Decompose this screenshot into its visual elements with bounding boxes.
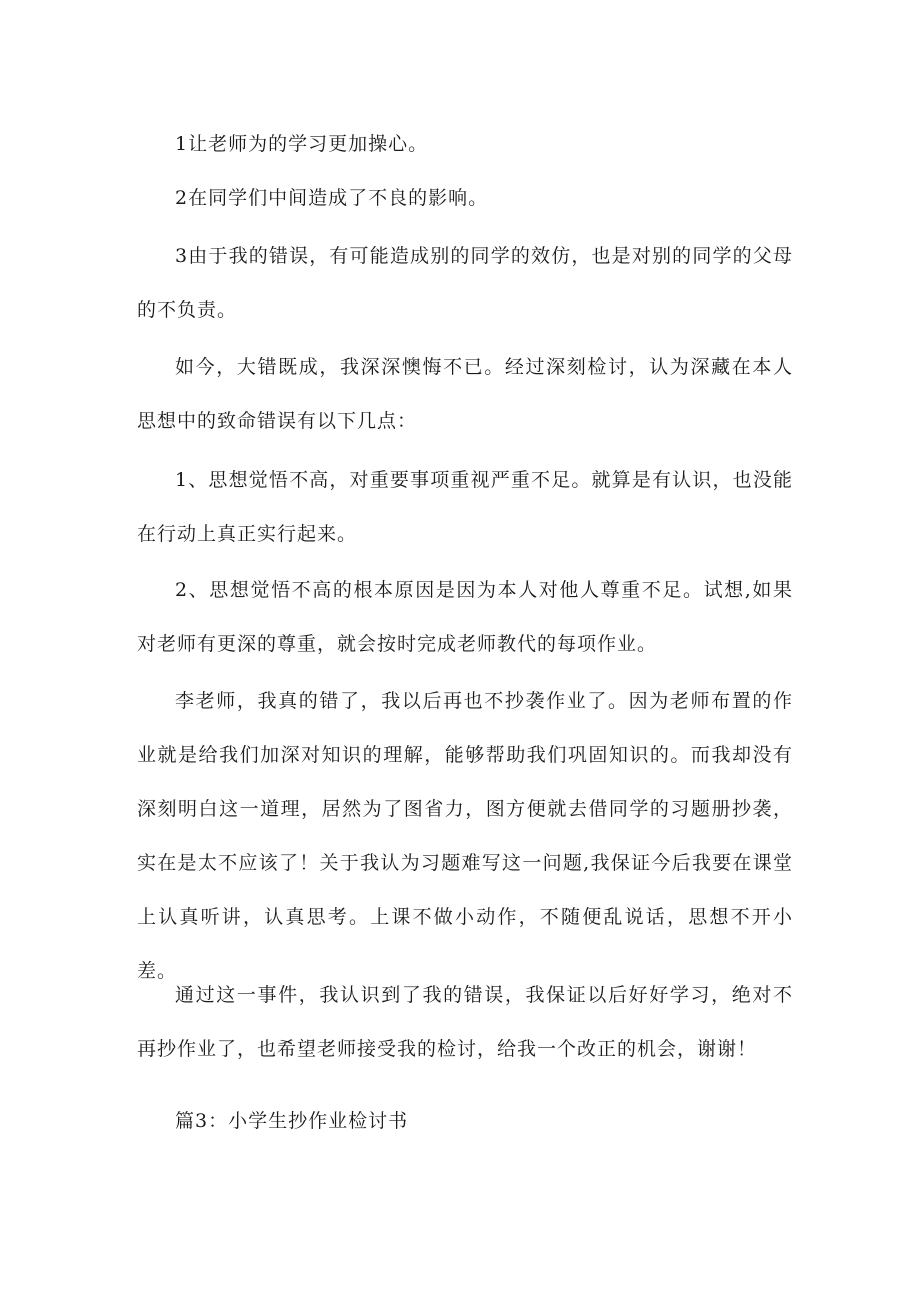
paragraph-4: 如今，大错既成，我深深懊悔不已。经过深刻检讨，认为深藏在本人思想中的致命错误有以下几点： xyxy=(137,356,793,432)
section-heading: 篇3：小学生抄作业检讨书 xyxy=(175,1110,409,1132)
paragraph-6: 2、思想觉悟不高的根本原因是因为本人对他人尊重不足。试想,如果对老师有更深的尊重，就会按时完成老师教代的每项作业。 xyxy=(137,579,793,655)
paragraph-5: 1、思想觉悟不高，对重要事项重视严重不足。就算是有认识，也没能在行动上真正实行起来。 xyxy=(137,469,793,545)
paragraph-2: 2在同学们中间造成了不良的影响。 xyxy=(175,187,489,209)
paragraph-1: 1让老师为的学习更加操心。 xyxy=(175,133,429,155)
paragraph-8: 通过这一事件，我认识到了我的错误，我保证以后好好学习，绝对不再抄作业了，也希望老师接受我的检讨，给我一个改正的机会，谢谢！ xyxy=(137,984,793,1060)
paragraph-7: 李老师，我真的错了，我以后再也不抄袭作业了。因为老师布置的作业就是给我们加深对知识的理解，能够帮助我们巩固知识的。而我却没有深刻明白这一道理，居然为了图省力，图方便就去借同学的习题册抄袭，实在是太不应该了！关于我认为习题难写这一问题,我保证今后我要在课堂上认真听讲，认真思考。上课不做小动作，不随便乱说话，思想不开小差。 xyxy=(137,690,793,982)
paragraph-3: 3由于我的错误，有可能造成别的同学的效仿，也是对别的同学的父母的不负责。 xyxy=(137,245,793,321)
